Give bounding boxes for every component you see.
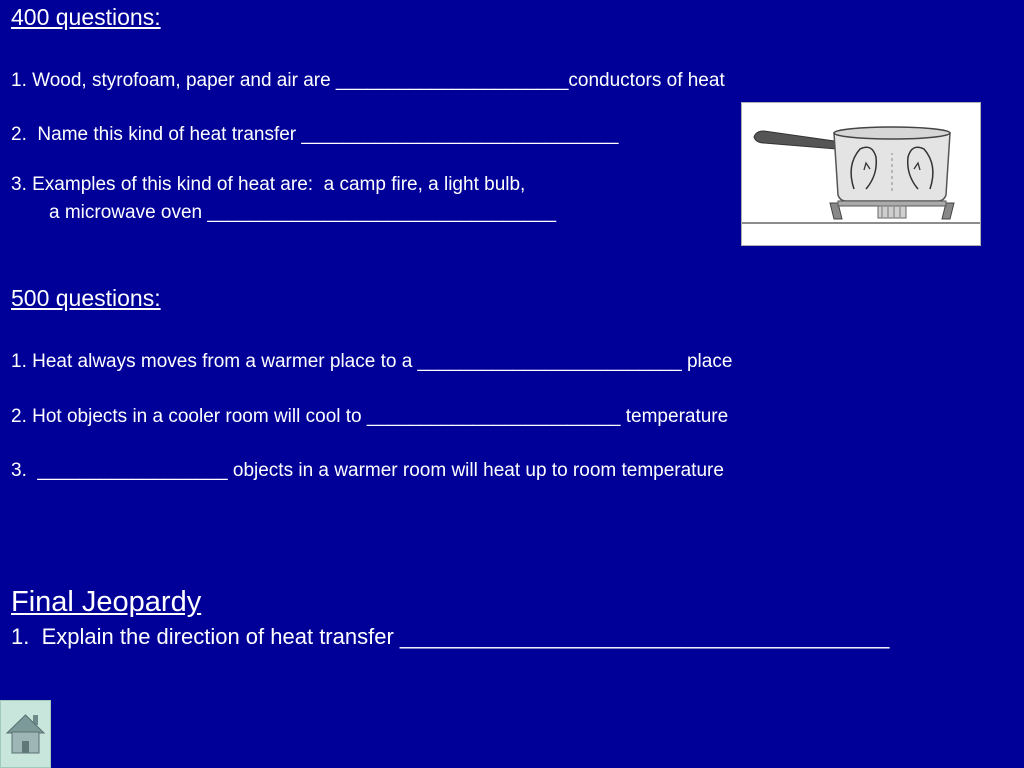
question-500-3: 3. __________________ objects in a warmer room will heat up to room temperature <box>11 460 724 481</box>
question-400-2: 2. Name this kind of heat transfer ______________________________ <box>11 124 619 145</box>
question-500-2: 2. Hot objects in a cooler room will cool to ________________________ temperature <box>11 406 729 427</box>
house-icon <box>1 701 50 767</box>
section-heading-400: 400 questions: <box>11 4 161 30</box>
question-500-1: 1. Heat always moves from a warmer place to a _________________________ place <box>11 351 733 372</box>
question-400-3: 3. Examples of this kind of heat are: a camp fire, a light bulb, <box>11 174 526 195</box>
question-400-3-continued: a microwave oven _________________________________ <box>49 202 557 223</box>
question-400-1: 1. Wood, styrofoam, paper and air are ______________________conductors of heat <box>11 70 725 91</box>
home-button[interactable] <box>0 700 51 768</box>
section-heading-500: 500 questions: <box>11 285 161 311</box>
pot-convection-image <box>741 102 981 246</box>
final-jeopardy-heading: Final Jeopardy <box>11 586 202 618</box>
pot-on-burner-convection-icon <box>742 103 980 245</box>
final-jeopardy-question: 1. Explain the direction of heat transfer ________________________________________ <box>11 624 890 649</box>
